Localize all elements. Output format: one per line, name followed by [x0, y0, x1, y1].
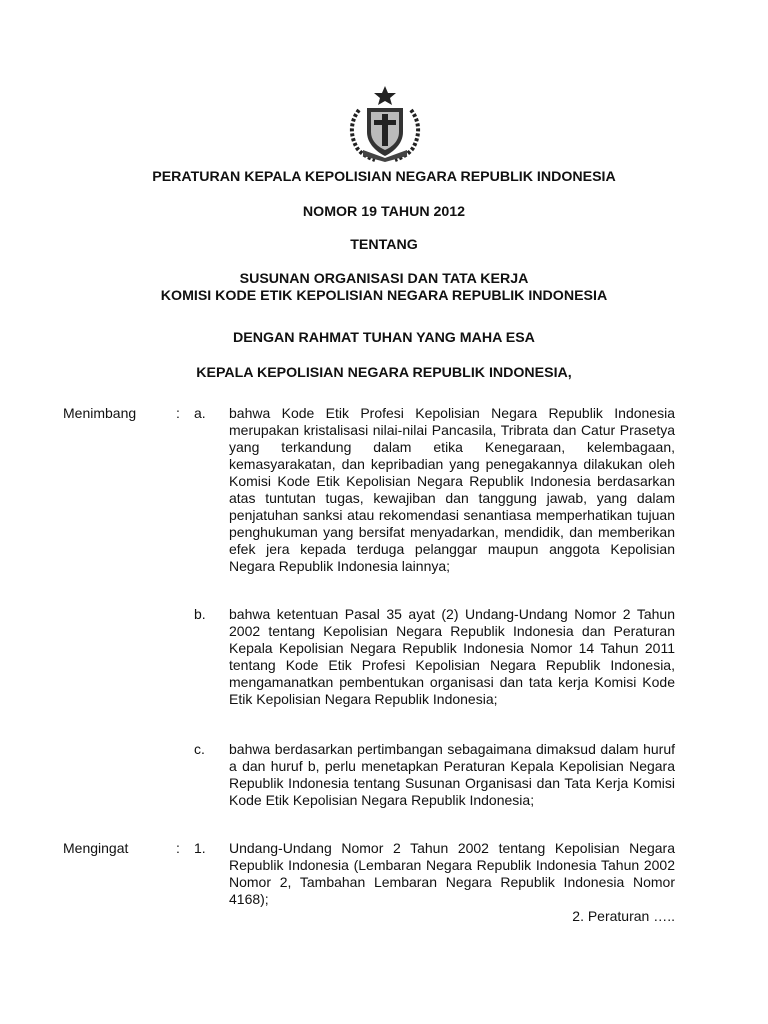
mengingat-label: Mengingat: [63, 840, 129, 856]
issuing-authority: KEPALA KEPOLISIAN NEGARA REPUBLIK INDONESIA,: [196, 365, 572, 381]
menimbang-label: Menimbang: [63, 405, 137, 421]
regulation-number: NOMOR 19 TAHUN 2012: [302, 204, 466, 220]
police-emblem-icon: [339, 84, 431, 162]
consideration-paragraph: bahwa Kode Etik Profesi Kepolisian Negara Republik Indonesia merupakan kristalisasi nilai-nilai Pancasila, Tribrata dan Catur Prasetya yang terkandung dalam etika Kenegaraan, kelembagaan, kemasyarakatan, dan kepribadian yang penegakannya dilakukan oleh Komisi Kode Etik Kepolisian Negara Republik Indonesia berdasarkan atas tuntutan tugas, kewajiban dan tanggung jawab, yang dalam penjatuhan sanksi atau rekomendasi senantiasa memperhatikan tujuan penghukuman yang bersifat menyadarkan, mendidik, dan memberikan efek jera kepada terduga pelanggar maupun anggota Kepolisian Negara Republik Indonesia lainnya;: [229, 405, 675, 574]
mengingat-colon: :: [176, 840, 180, 856]
blessing-line: DENGAN RAHMAT TUHAN YANG MAHA ESA: [233, 330, 535, 346]
consideration-paragraph: bahwa berdasarkan pertimbangan sebagaimana dimaksud dalam huruf a dan huruf b, perlu menetapkan Peraturan Kepala Kepolisian Negara Republik Indonesia tentang Susunan Organisasi dan Tata Kerja Komisi Kode Etik Kepolisian Negara Republik Indonesia;: [229, 741, 675, 808]
list-marker: 1.: [194, 840, 206, 856]
list-marker: b.: [194, 606, 206, 622]
list-marker: c.: [194, 741, 205, 757]
regulation-subject-line-1: SUSUNAN ORGANISASI DAN TATA KERJA: [239, 271, 529, 287]
continuation-text: 2. Peraturan …..: [572, 908, 675, 924]
list-marker: a.: [194, 405, 206, 421]
regulation-title: PERATURAN KEPALA KEPOLISIAN NEGARA REPUBLIK INDONESIA: [152, 169, 616, 185]
regulation-subject-line-2: KOMISI KODE ETIK KEPOLISIAN NEGARA REPUBLIK INDONESIA: [160, 288, 608, 304]
menimbang-colon: :: [176, 405, 180, 421]
regulation-about-label: TENTANG: [350, 237, 418, 253]
consideration-paragraph: bahwa ketentuan Pasal 35 ayat (2) Undang-Undang Nomor 2 Tahun 2002 tentang Kepolisian Negara Republik Indonesia dan Peraturan Kepala Kepolisian Negara Republik Indonesia Nomor 14 Tahun 2011 tentang Kode Etik Profesi Kepolisian Negara Republik Indonesia, mengamanatkan pembentukan organisasi dan tata kerja Komisi Kode Etik Kepolisian Negara Republik Indonesia;: [229, 606, 675, 707]
legal-basis-paragraph: Undang-Undang Nomor 2 Tahun 2002 tentang Kepolisian Negara Republik Indonesia (Lembaran Negara Republik Indonesia Tahun 2002 Nomor 2, Tambahan Lembaran Negara Republik Indonesia Nomor 4168);: [229, 840, 675, 907]
